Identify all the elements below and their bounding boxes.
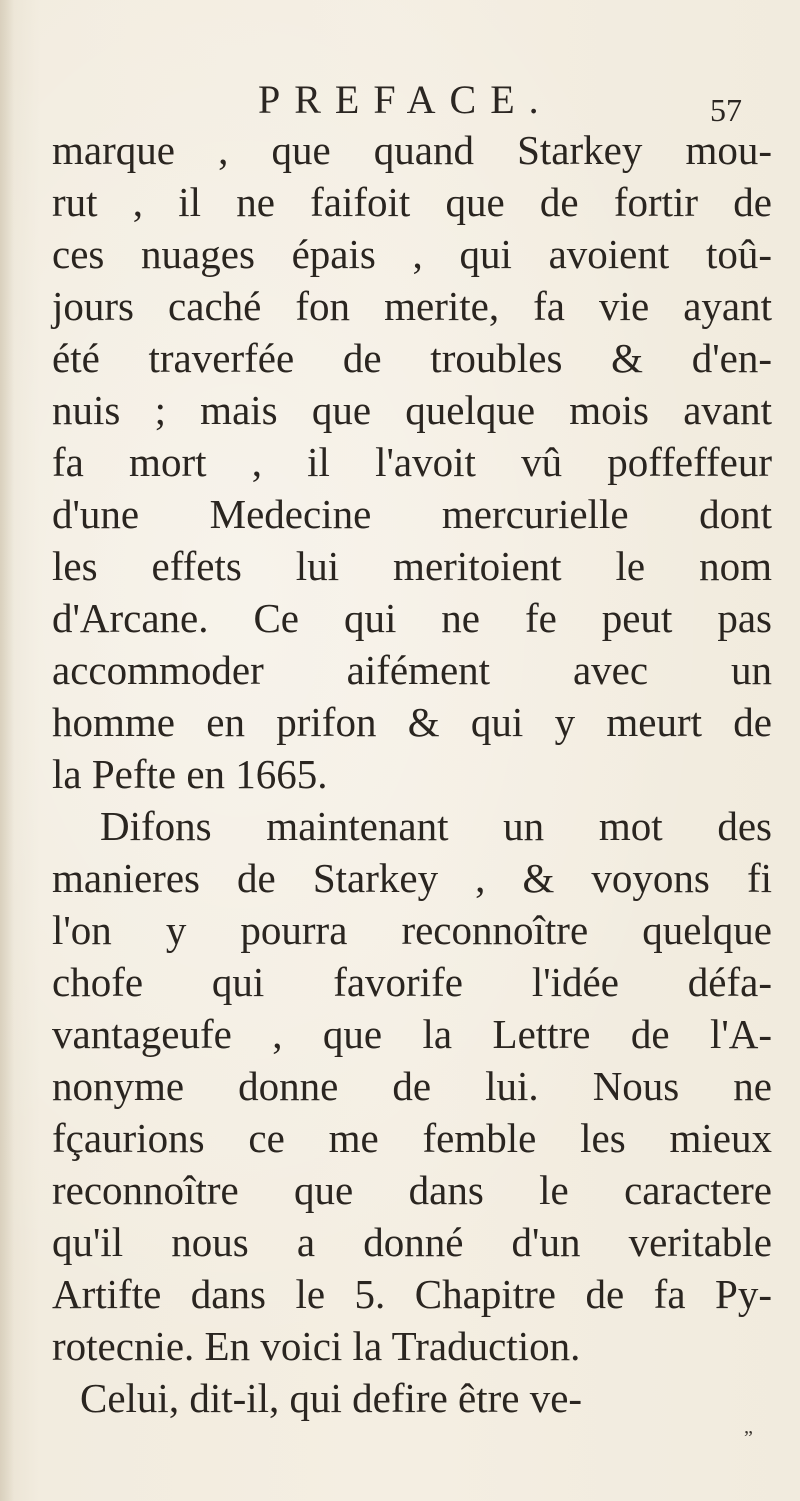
body-text [52,124,772,1424]
page-header [0,77,800,128]
text-line: été traverfée de troubles & d'en- [52,335,772,381]
catchword: „ [744,1416,753,1438]
text-line: reconnoître que dans le caractere [52,1167,772,1213]
page-gutter [0,0,14,1501]
text-line: qu'il nous a donné d'un veritable [52,1219,772,1265]
text-line: rut , il ne faifoit que de fortir de [52,179,772,225]
text-line: fa mort , il l'avoit vû poffeffeur [52,439,772,485]
text-line: l'on y pourra reconnoître quelque [52,907,772,953]
text-line: d'une Medecine mercurielle dont [52,491,772,537]
text-line: marque , que quand Starkey mou- [52,127,772,173]
paragraph-start-line: Difons maintenant un mot des [100,803,772,849]
text-line: ces nuages épais , qui avoient toû- [52,231,772,277]
text-line: nonyme donne de lui. Nous ne [52,1063,772,1109]
text-line: vantageufe , que la Lettre de l'A- [52,1011,772,1057]
text-line: accommoder aifément avec un [52,647,772,693]
paragraph-end-line: la Pefte en 1665. [52,751,328,797]
text-line: manieres de Starkey , & voyons fi [52,855,772,901]
text-line: nuis ; mais que quelque mois avant [52,387,772,433]
text-line: les effets lui meritoient le nom [52,543,772,589]
text-line: jours caché fon merite, fa vie ayant [52,283,772,329]
text-line: homme en prifon & qui y meurt de [52,699,772,745]
page-number: 57 [710,92,742,128]
text-line: fçaurions ce me femble les mieux [52,1115,772,1161]
paragraph-end-line: rotecnie. En voici la Traduction. [52,1323,581,1369]
quotation-start-line: Celui, dit-il, qui defire être ve- [80,1375,583,1421]
text-line: chofe qui favorife l'idée défa- [52,959,772,1005]
running-head: PREFACE. [258,77,553,122]
text-line: d'Arcane. Ce qui ne fe peut pas [52,595,772,641]
text-line: Artifte dans le 5. Chapitre de fa Py- [52,1271,772,1317]
